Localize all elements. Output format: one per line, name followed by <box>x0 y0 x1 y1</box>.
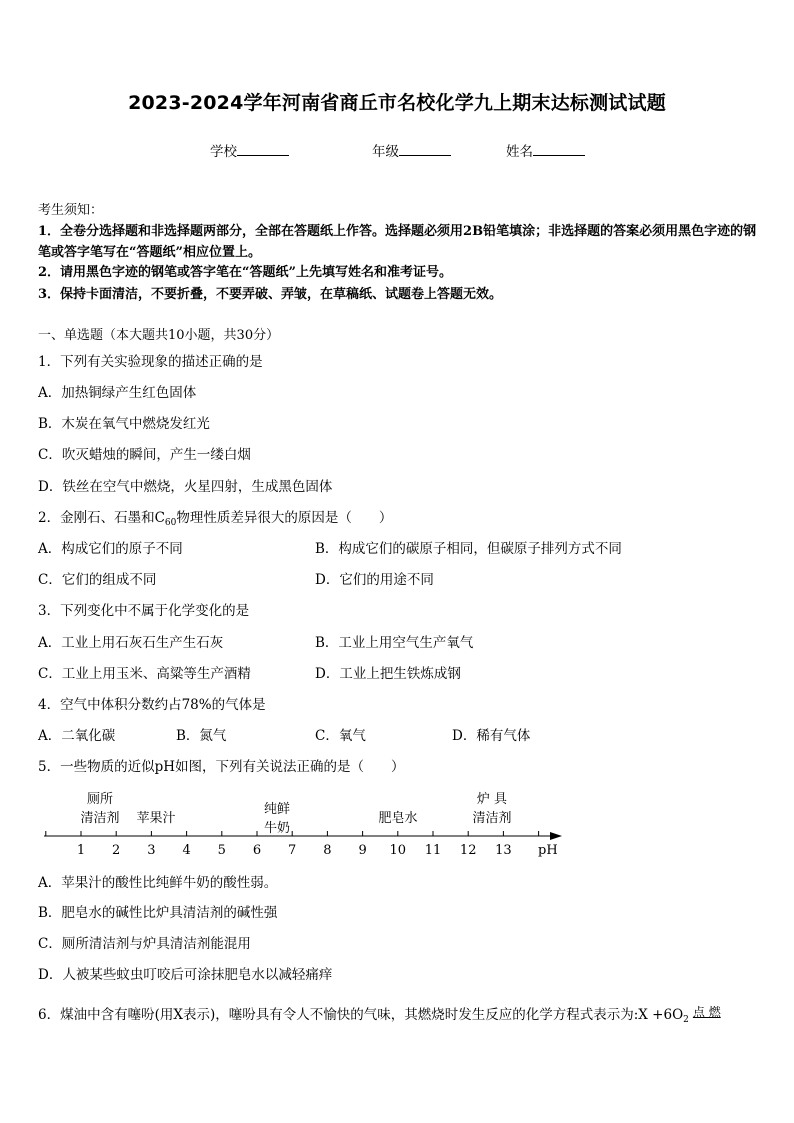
ph-scale-figure <box>38 786 578 864</box>
ph-label-stove-2: 清洁剂 <box>472 811 512 826</box>
q2-stem-sub: 60 <box>164 518 177 528</box>
name-label: 姓名 <box>506 144 533 160</box>
ph-tick-label: 2 <box>112 843 121 858</box>
ph-label-soap: 肥皂水 <box>378 811 418 826</box>
ph-tick-label: 8 <box>323 843 332 858</box>
q6-stem-text: 6．煤油中含有噻吩(用X表示)，噻吩具有令人不愉快的气味，其燃烧时发生反应的化学方程式表示为:X +6O <box>38 1007 684 1023</box>
q1-option-c[interactable]: C．吹灭蜡烛的瞬间，产生一缕白烟 <box>38 447 251 463</box>
q5-option-d[interactable]: D．人被某些蚊虫叮咬后可涂抹肥皂水以减轻痛痒 <box>38 967 333 983</box>
q5-option-a[interactable]: A．苹果汁的酸性比纯鲜牛奶的酸性弱。 <box>38 875 278 891</box>
q4-option-a[interactable]: A．二氧化碳 <box>38 728 116 744</box>
q4-stem: 4．空气中体积分数约占78%的气体是 <box>38 697 266 713</box>
q5-option-b[interactable]: B．肥皂水的碱性比炉具清洁剂的碱性强 <box>38 905 278 921</box>
q1-stem: 1．下列有关实验现象的描述正确的是 <box>38 354 263 370</box>
q2-stem-post: 物理性质差异很大的原因是（ ） <box>176 510 393 526</box>
ph-tick-label: 7 <box>288 843 297 858</box>
ph-label-milk-1: 纯鲜 <box>263 802 291 817</box>
grade-field <box>372 140 451 160</box>
ph-tick-label: 3 <box>147 843 156 858</box>
section-heading: 一、单选题（本大题共10小题，共30分） <box>38 328 280 343</box>
ph-tick-label: 5 <box>217 843 226 858</box>
ph-label-milk-2: 牛奶 <box>263 821 291 836</box>
ph-tick-group <box>46 831 539 858</box>
ph-tick-label: 9 <box>358 843 367 858</box>
q2-stem <box>38 509 392 532</box>
ph-tick-label: 11 <box>424 843 442 858</box>
q3-option-b[interactable]: B．工业上用空气生产氧气 <box>315 635 474 651</box>
ph-tick-label: 12 <box>459 843 477 858</box>
school-blank[interactable] <box>237 142 289 156</box>
ph-label-stove-1: 炉 具 <box>476 792 508 807</box>
notice-item-2: 2．请用黑色字迹的钢笔或答字笔在“答题纸”上先填写姓名和准考证号。 <box>38 265 453 280</box>
grade-label: 年级 <box>372 144 399 160</box>
school-field <box>210 140 289 160</box>
ph-tick-label: 6 <box>252 843 262 858</box>
ph-label-apple: 苹果汁 <box>136 811 176 826</box>
ph-tick-label: 1 <box>76 843 86 858</box>
q6-stem <box>38 1003 721 1029</box>
q4-option-b[interactable]: B．氮气 <box>176 728 227 744</box>
q2-option-c[interactable]: C．它们的组成不同 <box>38 572 157 588</box>
school-label: 学校 <box>210 144 237 160</box>
ph-tick-label: 10 <box>389 843 407 858</box>
q2-option-a[interactable]: A．构成它们的原子不同 <box>38 541 183 557</box>
q2-option-d[interactable]: D．它们的用途不同 <box>315 572 434 588</box>
q3-option-d[interactable]: D．工业上把生铁炼成钢 <box>315 666 461 682</box>
q1-option-b[interactable]: B．木炭在氧气中燃烧发红光 <box>38 416 210 432</box>
notice-item-1: 1．全卷分选择题和非选择题两部分，全部在答题纸上作答。选择题必须用2B铅笔填涂；非选择题的答案必须用黑色字迹的钢笔或答字笔写在“答题纸”相应位置上。 <box>38 224 757 260</box>
name-blank[interactable] <box>533 142 585 156</box>
q5-option-c[interactable]: C．厕所清洁剂与炉具清洁剂能混用 <box>38 936 251 952</box>
q6-stem-sub: 2 <box>683 1015 689 1025</box>
q3-option-a[interactable]: A．工业上用石灰石生产生石灰 <box>38 635 224 651</box>
q4-option-d[interactable]: D．稀有气体 <box>452 728 531 744</box>
q1-option-d[interactable]: D．铁丝在空气中燃烧，火星四射，生成黑色固体 <box>38 479 333 495</box>
ph-label-toilet-1: 厕所 <box>86 792 114 807</box>
q3-stem: 3．下列变化中不属于化学变化的是 <box>38 603 250 619</box>
ph-tick-label: 4 <box>182 843 191 858</box>
q2-option-b[interactable]: B．构成它们的碳原子相同，但碳原子排列方式不同 <box>315 541 622 557</box>
q3-option-c[interactable]: C．工业上用玉米、高粱等生产酒精 <box>38 666 251 682</box>
notice-item-3: 3．保持卡面清洁，不要折叠，不要弄破、弄皱，在草稿纸、试题卷上答题无效。 <box>38 287 503 302</box>
q6-condition: 点 燃 <box>692 1005 721 1019</box>
notice-heading: 考生须知： <box>38 203 104 218</box>
ph-tick-label: 13 <box>495 843 512 858</box>
q5-stem: 5．一些物质的近似pH如图，下列有关说法正确的是（ ） <box>38 759 405 775</box>
grade-blank[interactable] <box>399 142 451 156</box>
ph-axis-unit: pH <box>538 843 558 858</box>
page-title: 2023-2024学年河南省商丘市名校化学九上期末达标测试试题 <box>128 92 666 114</box>
q1-option-a[interactable]: A．加热铜绿产生红色固体 <box>38 385 197 401</box>
q4-option-c[interactable]: C．氧气 <box>315 728 366 744</box>
name-field <box>506 140 585 160</box>
q2-stem-pre: 2．金刚石、石墨和C <box>38 510 165 526</box>
ph-label-toilet-2: 清洁剂 <box>80 811 120 826</box>
ph-axis-arrow <box>550 832 562 840</box>
